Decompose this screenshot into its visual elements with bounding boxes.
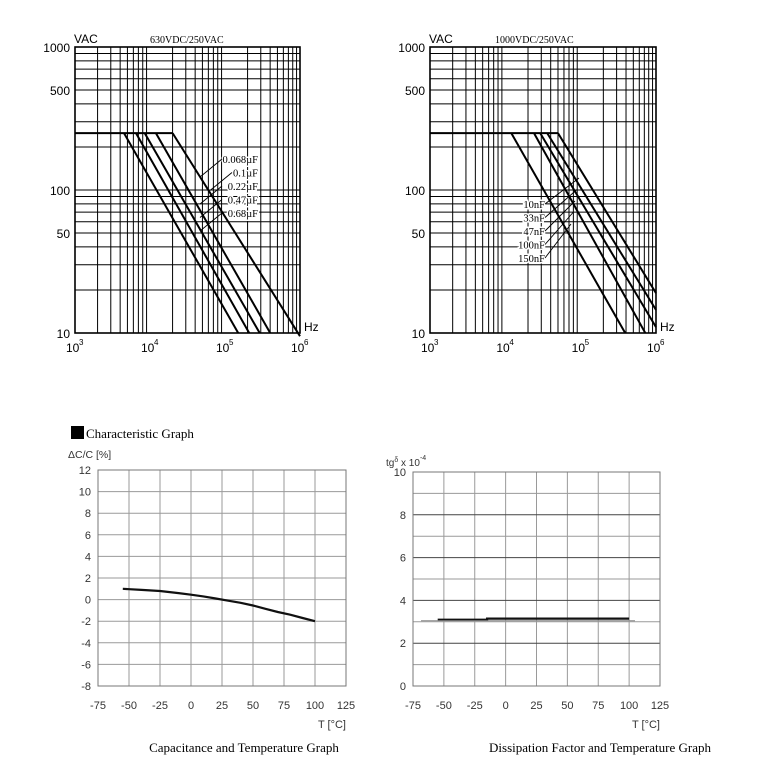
series-label: 0.1µF [232, 168, 258, 180]
x-tick-label: -50 [121, 700, 137, 712]
x-tick-base: 10 [421, 341, 435, 355]
y-tick-label: 12 [78, 465, 91, 477]
x-tick-label: 50 [246, 700, 260, 712]
x-tick-label: 100 [305, 700, 325, 712]
y-tick-label: 1000 [43, 41, 70, 55]
x-tick-label: 0 [187, 700, 195, 712]
y-tick-label: 500 [404, 84, 425, 99]
x-tick-label: 125 [336, 700, 356, 712]
series-label: 33nF [523, 213, 545, 225]
x-tick-label: 125 [650, 700, 670, 712]
label-leader-line [200, 159, 222, 177]
x-tick-label: 75 [592, 700, 605, 712]
series-label: 150nF [518, 254, 545, 265]
x-tick-label [421, 338, 439, 355]
y-axis-label: VAC [74, 32, 98, 46]
x-tick-exponent: 4 [154, 338, 159, 347]
chart-title: 630VDC/250VAC [150, 35, 224, 46]
y-tick-label: 8 [84, 508, 91, 521]
y-tick-label: -2 [81, 616, 91, 629]
y-tick-label: 10 [56, 327, 70, 341]
series-label: 0.22µF [227, 182, 258, 193]
x-tick-label: -25 [152, 700, 168, 712]
x-tick-label [291, 338, 309, 355]
y-axis-label: VAC [429, 32, 453, 46]
series-label: 10nF [523, 200, 545, 211]
chart-title: 1000VDC/250VAC [495, 35, 574, 46]
y-tick-label: 100 [404, 184, 425, 198]
x-tick-label [572, 338, 590, 355]
series-line [438, 619, 629, 620]
label-leader-line [200, 186, 222, 204]
chart-title: Dissipation Factor and Temperature Graph [489, 740, 711, 755]
x-tick-exponent: 5 [584, 338, 590, 347]
x-tick-label [496, 338, 514, 355]
y-tick-label: 8 [399, 509, 406, 522]
x-tick-base: 10 [647, 341, 661, 355]
x-axis-label: Hz [304, 320, 319, 334]
series-line [123, 589, 315, 621]
x-tick-base: 10 [291, 341, 305, 355]
chart-title: Capacitance and Temperature Graph [149, 740, 339, 755]
y-tick-label: 0 [399, 681, 406, 693]
y-tick-label: 50 [411, 227, 425, 242]
x-tick-label [141, 338, 159, 355]
x-tick-label: 25 [215, 700, 229, 712]
voltage-frequency-chart-2 [398, 32, 674, 355]
y-tick-label: 100 [49, 184, 70, 198]
y-tick-label: 4 [84, 551, 91, 564]
x-tick-base: 10 [216, 341, 230, 355]
x-tick-label: 0 [502, 700, 509, 712]
y-tick-label: 10 [411, 327, 425, 341]
y-tick-label: 50 [56, 227, 70, 242]
y-axis-label: ΔC/C [%] [68, 449, 112, 461]
x-tick-label: 100 [619, 700, 639, 712]
x-tick-exponent: 3 [434, 338, 439, 347]
x-tick-label: 50 [561, 700, 574, 712]
x-tick-label: -75 [90, 700, 106, 712]
x-tick-exponent: 6 [660, 338, 665, 347]
x-tick-exponent: 4 [509, 338, 514, 347]
y-tick-label: 0 [84, 594, 91, 607]
y-tick-label: -8 [81, 681, 91, 693]
series-label: 0.47µF [227, 195, 258, 207]
y-tick-label: 2 [84, 573, 91, 585]
y-tick-label: -4 [81, 637, 91, 650]
dissipation-temperature-chart [386, 455, 711, 755]
legend-label: Characteristic Graph [86, 426, 194, 441]
y-tick-label: 1000 [398, 41, 425, 55]
series-label: 100nF [518, 240, 545, 252]
y-axis-label: $tg^\delta$ x $10^{-4}$ [386, 455, 427, 469]
x-tick-base: 10 [496, 341, 510, 355]
series-label: 0.68µF [227, 209, 258, 220]
x-tick-base: 10 [141, 341, 155, 355]
x-tick-base: 10 [66, 341, 80, 355]
x-tick-exponent: 5 [229, 338, 234, 347]
x-tick-label [216, 338, 234, 355]
series-label: 0.068µF [222, 155, 258, 166]
capacitance-temperature-chart [68, 449, 355, 755]
x-tick-exponent: 3 [79, 338, 84, 347]
x-axis-label: T [°C] [317, 719, 346, 731]
x-tick-label: -25 [466, 700, 483, 712]
x-tick-label [66, 338, 84, 355]
y-tick-label: 2 [399, 638, 406, 651]
series-label: 47nF [523, 227, 545, 238]
x-axis-label: T [°C] [631, 719, 660, 731]
x-tick-base: 10 [571, 341, 586, 355]
x-axis-label: Hz [660, 320, 675, 334]
y-tick-label: 6 [399, 552, 406, 565]
x-tick-label [647, 338, 665, 355]
x-tick-exponent: 6 [304, 338, 309, 347]
y-tick-label: 10 [393, 467, 406, 479]
y-tick-label: -6 [81, 659, 91, 672]
y-tick-label: 10 [78, 486, 91, 499]
voltage-frequency-chart-1 [43, 32, 318, 355]
x-tick-label: -75 [405, 700, 421, 712]
label-leader-line [200, 200, 222, 218]
y-tick-label: 500 [49, 84, 70, 99]
y-tick-label: 6 [84, 529, 91, 542]
x-tick-label: 25 [530, 700, 543, 712]
y-tick-label: 4 [399, 595, 406, 608]
x-tick-label: -50 [435, 700, 452, 712]
x-tick-label: 75 [277, 700, 291, 712]
